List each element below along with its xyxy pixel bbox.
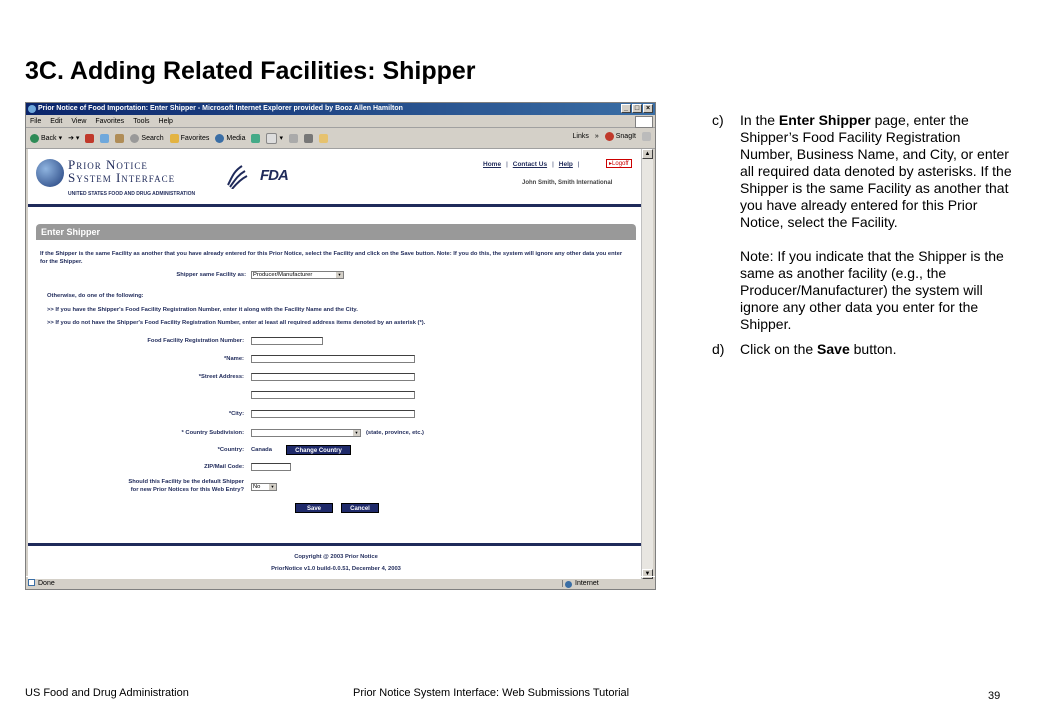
hhs-eagle-icon <box>224 163 248 189</box>
window-title: Prior Notice of Food Importation: Enter Shipper - Microsoft Internet Explorer provided by Booz Allen Hamilton <box>38 105 403 112</box>
contact-us-link[interactable]: Contact Us <box>512 161 548 168</box>
history-button[interactable] <box>251 134 260 143</box>
menu-favorites[interactable]: Favorites <box>95 117 125 125</box>
subdivision-select[interactable] <box>251 429 361 437</box>
instruction-d: d) Click on the Save button. <box>712 341 897 357</box>
menu-help[interactable]: Help <box>158 117 173 125</box>
instruction-note: Note: If you indicate that the Shipper is the same as another facility (e.g., the Producer/Manufacturer) the system will ignore any other data you enter for the Shipper. <box>740 248 1004 332</box>
street-input-1[interactable] <box>251 373 415 381</box>
scroll-up-icon[interactable]: ▲ <box>642 149 653 159</box>
refresh-button[interactable] <box>100 134 109 143</box>
reg-number-label: Food Facility Registration Number: <box>147 338 244 344</box>
zip-label: ZIP/Mail Code: <box>204 464 244 470</box>
user-name: John Smith, Smith International <box>522 180 613 186</box>
city-input[interactable] <box>251 410 415 418</box>
favorites-icon <box>170 134 179 143</box>
links-button[interactable]: Links <box>572 133 589 140</box>
country-label: *Country: <box>217 447 244 453</box>
internet-globe-icon <box>565 581 572 588</box>
dropdown-arrow-icon: ▼ <box>354 430 359 435</box>
footer-center: Prior Notice System Interface: Web Submissions Tutorial <box>353 687 630 699</box>
menu-tools[interactable]: Tools <box>133 117 150 125</box>
search-button[interactable]: Search <box>130 134 163 143</box>
header-rule <box>28 204 644 207</box>
page-icon <box>28 579 35 586</box>
stop-button[interactable] <box>85 134 94 143</box>
logoff-button[interactable]: ▸Logoff <box>606 159 632 168</box>
mail-button[interactable]: ▾ <box>266 133 283 144</box>
discuss-button[interactable] <box>319 134 328 143</box>
change-country-button[interactable]: Change Country <box>286 445 351 455</box>
browser-window <box>25 102 656 590</box>
page-number: 39 <box>988 690 1001 702</box>
discuss-icon <box>319 134 328 143</box>
status-bar <box>26 576 655 589</box>
browser-titlebar[interactable] <box>26 103 655 115</box>
home-icon <box>115 134 124 143</box>
ie-icon <box>28 105 36 113</box>
city-label: *City: <box>228 411 244 417</box>
intro-text: If the Shipper is the same Facility as another that you have already entered for this Prior Notice, select the Facility and click on the Save button. Note: If you do this, the system will ignore any other data you enter for the Shipper. <box>40 251 623 265</box>
page-viewport <box>28 149 644 579</box>
country-value: Canada <box>251 447 272 453</box>
print-icon <box>289 134 298 143</box>
home-button[interactable] <box>115 134 124 143</box>
menu-bar <box>26 115 655 128</box>
dropdown-arrow-icon: ▼ <box>337 272 342 277</box>
footer-left: US Food and Drug Administration <box>25 687 189 699</box>
subdivision-label: * Country Subdivision: <box>181 430 244 436</box>
save-button[interactable]: Save <box>295 503 333 513</box>
name-label: *Name: <box>224 356 244 362</box>
edit-button[interactable] <box>304 134 313 143</box>
street-label: *Street Address: <box>198 374 244 380</box>
home-link[interactable]: Home <box>483 161 502 168</box>
instruction-c: c) In the Enter Shipper page, enter the Shipper’s Food Facility Registration Number, Business Name, and City, or enter all required data denoted by asterisks. If the Shipper is the same Facility as another that you have already entered for this Prior Notice, select the Facility. Note: If you indicate that the Shipper is the same as another facility (e.g., the Producer/Manufacturer) the system will ignore any other data you enter for the Shipper. <box>712 112 1012 332</box>
psi-logo: Prior Notice System Interface <box>68 157 176 185</box>
section-title: Enter Shipper <box>36 224 636 240</box>
globe-logo-icon <box>36 159 64 187</box>
refresh-icon <box>100 134 109 143</box>
cancel-button[interactable]: Cancel <box>341 503 379 513</box>
print-button[interactable] <box>289 134 298 143</box>
back-button[interactable]: Back ▾ <box>30 134 62 143</box>
snagit-icon <box>605 132 614 141</box>
stop-icon <box>85 134 94 143</box>
slide-title: 3C. Adding Related Facilities: Shipper <box>25 57 476 85</box>
fda-logo: FDA <box>260 167 288 184</box>
same-facility-select[interactable]: Producer/Manufacturer ▼ <box>251 271 344 279</box>
browser-toolbar <box>26 128 655 149</box>
street-input-2[interactable] <box>251 391 415 399</box>
psi-header <box>28 149 644 205</box>
zip-input[interactable] <box>251 463 291 471</box>
media-icon <box>215 134 224 143</box>
help-link[interactable]: Help <box>558 161 573 168</box>
otherwise-text: Otherwise, do one of the following: <box>47 293 144 299</box>
top-links: Home | Contact Us | Help | <box>483 161 580 168</box>
mail-icon <box>266 133 277 144</box>
version-text: PriorNotice v1.0 build-0.0.51, December 4, 2003 <box>271 566 401 572</box>
history-icon <box>251 134 260 143</box>
menu-view[interactable]: View <box>71 117 87 125</box>
forward-button[interactable]: ➔ ▾ <box>68 135 80 142</box>
back-arrow-icon <box>30 134 39 143</box>
instructions <box>712 112 1012 358</box>
footer-rule <box>28 543 644 546</box>
maximize-button[interactable]: □ <box>632 104 642 113</box>
media-button[interactable]: Media <box>215 134 245 143</box>
scroll-down-icon[interactable]: ▼ <box>642 569 653 579</box>
copyright-text: Copyright @ 2003 Prior Notice <box>294 554 378 560</box>
windows-logo-icon <box>635 116 653 128</box>
default-shipper-label-1: Should this Facility be the default Shipper <box>128 479 244 485</box>
status-text: Done <box>38 579 55 587</box>
minimize-button[interactable]: _ <box>621 104 631 113</box>
default-shipper-select[interactable]: No ▼ <box>251 483 277 491</box>
menu-edit[interactable]: Edit <box>50 117 63 125</box>
links-chevron-icon[interactable]: » <box>594 133 599 140</box>
snagit-options-icon <box>642 132 651 141</box>
subdivision-hint: (state, province, etc.) <box>366 430 424 436</box>
option-2-text: >> If you do not have the Shipper's Food Facility Registration Number, enter at least all required address items denoted by an asterisk (*). <box>47 320 426 326</box>
edit-icon <box>304 134 313 143</box>
psi-subtitle: UNITED STATES FOOD AND DRUG ADMINISTRATION <box>68 191 196 197</box>
option-1-text: >> If you have the Shipper's Food Facility Registration Number, enter it along with the Facility Name and the City. <box>47 307 358 313</box>
default-shipper-label-2: for new Prior Notices for this Web Entry? <box>130 487 244 493</box>
vertical-scrollbar[interactable] <box>641 149 653 579</box>
snagit-button[interactable]: SnagIt <box>605 132 636 141</box>
dropdown-arrow-icon: ▼ <box>270 484 275 489</box>
snagit-options-button[interactable] <box>642 132 651 141</box>
name-input[interactable] <box>251 355 415 363</box>
search-icon <box>130 134 139 143</box>
close-button[interactable]: × <box>643 104 653 113</box>
security-zone: Internet <box>562 580 655 587</box>
same-facility-label: Shipper same Facility as: <box>176 272 246 278</box>
favorites-button[interactable]: Favorites <box>170 134 210 143</box>
menu-file[interactable]: File <box>30 117 42 125</box>
reg-number-input[interactable] <box>251 337 323 345</box>
